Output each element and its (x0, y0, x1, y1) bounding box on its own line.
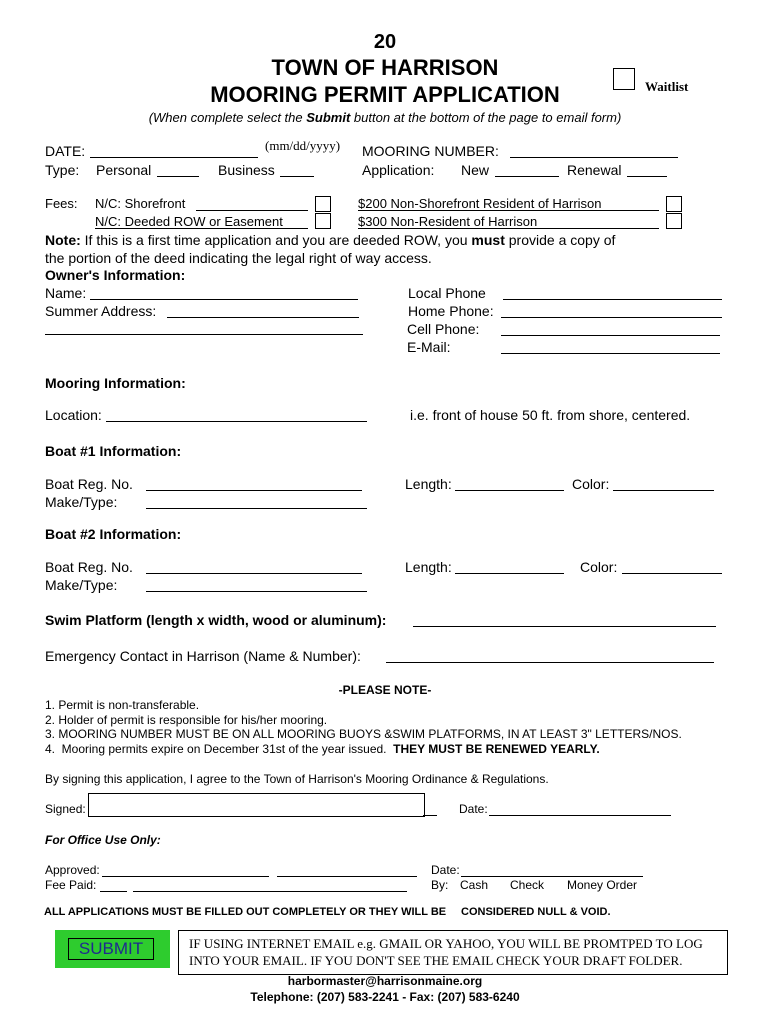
cell-phone-field[interactable] (501, 335, 720, 336)
swim-platform-label: Swim Platform (length x width, wood or aluminum): (45, 612, 387, 628)
deed-note-line2: the portion of the deed indicating the legal right of way access. (45, 250, 432, 266)
application-label: Application: (362, 162, 435, 178)
fee-non-shorefront-checkbox[interactable] (666, 196, 682, 212)
owner-name-field[interactable] (90, 299, 358, 300)
signed-date-label: Date: (459, 802, 488, 816)
fee-non-resident-checkbox[interactable] (666, 213, 682, 229)
email-label: E-Mail: (407, 339, 451, 355)
by-cash: Cash (460, 878, 489, 892)
by-label: By: (431, 878, 449, 892)
type-personal-field[interactable] (157, 176, 199, 177)
fee-deeded-row-checkbox[interactable] (315, 213, 331, 229)
swim-platform-field[interactable] (413, 626, 716, 627)
emergency-contact-field[interactable] (386, 662, 714, 663)
location-example: i.e. front of house 50 ft. from shore, centered. (410, 407, 691, 423)
application-renewal-label: Renewal (567, 162, 622, 178)
boat1-make-field[interactable] (146, 508, 367, 509)
office-date-label: Date: (431, 863, 460, 877)
boat2-color-label: Color: (580, 559, 618, 575)
type-personal-label: Personal (96, 162, 152, 178)
fee-underline (358, 210, 659, 211)
location-field[interactable] (106, 421, 367, 422)
signed-label: Signed: (45, 802, 86, 816)
summer-address-field-2[interactable] (45, 334, 363, 335)
page-title: MOORING PERMIT APPLICATION (210, 82, 560, 107)
by-money-order: Money Order (567, 878, 638, 892)
fee-non-shorefront-label: $200 Non-Shorefront Resident of Harrison (358, 196, 602, 211)
boat2-length-field[interactable] (455, 573, 564, 574)
mooring-number-label: MOORING NUMBER: (362, 143, 499, 159)
office-use-heading: For Office Use Only: (45, 833, 161, 847)
fee-non-resident-label: $300 Non-Resident of Harrison (358, 214, 538, 229)
office-date-field[interactable] (461, 876, 643, 877)
fee-shorefront-checkbox[interactable] (315, 196, 331, 212)
waitlist-label: Waitlist (645, 79, 689, 94)
email-notice-line1: IF USING INTERNET EMAIL e.g. GMAIL OR YAHOO, YOU WILL BE PROMTPED TO LOG (189, 936, 703, 951)
summer-address-label: Summer Address: (45, 303, 157, 319)
waitlist-checkbox[interactable] (613, 68, 635, 90)
date-field[interactable] (90, 157, 258, 158)
summer-address-field[interactable] (167, 317, 359, 318)
year: 20 (373, 31, 397, 53)
null-void-warning: ALL APPLICATIONS MUST BE FILLED OUT COMPLETELY OR THEY WILL BE (44, 906, 447, 918)
deed-note: Note: If this is a first time application and you are deeded ROW, you must provide a copy of (45, 232, 616, 248)
fees-label: Fees: (45, 196, 78, 211)
signature-underline (423, 815, 437, 816)
please-note-heading: -PLEASE NOTE- (338, 683, 432, 697)
fee-deeded-row-label: N/C: Deeded ROW or Easement (95, 214, 283, 229)
local-phone-field[interactable] (503, 299, 722, 300)
location-label: Location: (45, 407, 102, 423)
note-item-1: 1. Permit is non-transferable. (45, 698, 200, 712)
boat1-reg-field[interactable] (146, 490, 362, 491)
note-item-4: 4. Mooring permits expire on December 31st of the year issued. THEY MUST BE RENEWED YEARLY. (45, 742, 600, 756)
signed-date-field[interactable] (489, 815, 671, 816)
approved-label: Approved: (45, 863, 100, 877)
local-phone-label: Local Phone (408, 285, 486, 301)
submit-label: SUBMIT (68, 938, 154, 960)
mooring-number-field[interactable] (510, 157, 678, 158)
email-notice-box (178, 930, 728, 975)
mooring-heading: Mooring Information: (45, 375, 186, 391)
town-name: TOWN OF HARRISON (271, 55, 499, 80)
boat1-make-label: Make/Type: (45, 494, 118, 510)
footer-phone: Telephone: (207) 583-2241 - Fax: (207) 583-6240 (250, 990, 520, 1004)
fee-underline (196, 210, 308, 211)
fee-paid-label: Fee Paid: (45, 878, 97, 892)
cell-phone-label: Cell Phone: (407, 321, 480, 337)
type-business-label: Business (218, 162, 275, 178)
approved-field-2[interactable] (277, 876, 417, 877)
date-label: DATE: (45, 143, 86, 159)
boat1-reg-label: Boat Reg. No. (45, 476, 133, 492)
submit-button[interactable] (55, 930, 170, 968)
agreement-text: By signing this application, I agree to the Town of Harrison's Mooring Ordinance & Regulations. (45, 772, 549, 786)
email-notice-line2: INTO YOUR EMAIL. IF YOU DON'T SEE THE EMAIL CHECK YOUR DRAFT FOLDER. (189, 953, 683, 968)
fee-underline (95, 228, 308, 229)
by-check: Check (510, 878, 545, 892)
boat2-heading: Boat #2 Information: (45, 526, 182, 542)
boat2-reg-field[interactable] (146, 573, 362, 574)
null-void-warning-2: CONSIDERED NULL & VOID. (461, 906, 611, 918)
boat1-length-label: Length: (405, 476, 452, 492)
type-business-field[interactable] (280, 176, 314, 177)
owner-name-label: Name: (45, 285, 87, 301)
note-item-3: 3. MOORING NUMBER MUST BE ON ALL MOORING BUOYS &SWIM PLATFORMS, IN AT LEAST 3" LETTERS/NOS. (45, 727, 682, 741)
boat1-length-field[interactable] (455, 490, 564, 491)
boat2-make-field[interactable] (146, 591, 367, 592)
boat2-make-label: Make/Type: (45, 577, 118, 593)
boat2-color-field[interactable] (622, 573, 722, 574)
footer-email: harbormaster@harrisonmaine.org (287, 974, 483, 988)
application-new-label: New (461, 162, 490, 178)
fee-shorefront-label: N/C: Shorefront (95, 196, 186, 211)
owner-heading: Owner's Information: (45, 267, 186, 283)
email-field[interactable] (501, 353, 720, 354)
note-item-2: 2. Holder of permit is responsible for his/her mooring. (45, 713, 328, 727)
signature-field[interactable] (88, 793, 425, 817)
fee-paid-field-2[interactable] (133, 891, 407, 892)
fee-paid-field[interactable] (100, 891, 127, 892)
approved-field[interactable] (102, 876, 269, 877)
date-format-hint: (mm/dd/yyyy) (265, 138, 341, 153)
boat1-color-label: Color: (572, 476, 610, 492)
boat2-length-label: Length: (405, 559, 452, 575)
boat2-reg-label: Boat Reg. No. (45, 559, 133, 575)
fee-underline (358, 228, 659, 229)
boat1-heading: Boat #1 Information: (45, 443, 182, 459)
type-label: Type: (45, 162, 80, 178)
boat1-color-field[interactable] (613, 490, 714, 491)
home-phone-label: Home Phone: (408, 303, 494, 319)
instructions: (When complete select the Submit button at the bottom of the page to email form) (148, 110, 622, 125)
home-phone-field[interactable] (501, 317, 722, 318)
emergency-contact-label: Emergency Contact in Harrison (Name & Number): (45, 648, 361, 664)
application-new-field[interactable] (495, 176, 559, 177)
application-renewal-field[interactable] (627, 176, 667, 177)
